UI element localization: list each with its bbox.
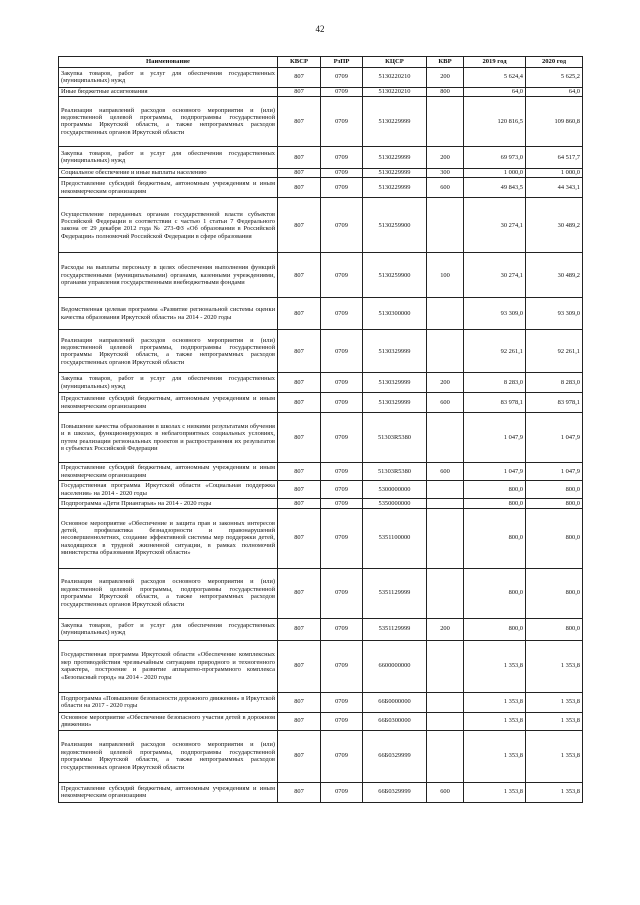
cell-kvsr: 807 (278, 508, 321, 568)
cell-2020: 1 353,8 (526, 782, 583, 802)
cell-kvsr: 807 (278, 481, 321, 499)
cell-kvr (427, 730, 464, 782)
cell-kvr: 600 (427, 178, 464, 198)
cell-rzpr: 0709 (321, 568, 363, 618)
cell-kvsr: 807 (278, 87, 321, 96)
cell-name: Иные бюджетные ассигнования (59, 87, 278, 96)
cell-2019: 1 047,9 (464, 413, 526, 463)
cell-kcsr: 5351129999 (363, 568, 427, 618)
cell-kvr (427, 96, 464, 146)
col-header-2019: 2019 год (464, 57, 526, 68)
cell-2019: 69 973,0 (464, 146, 526, 168)
col-header-rzpr: РзПР (321, 57, 363, 68)
cell-rzpr: 0709 (321, 413, 363, 463)
cell-2020: 1 047,9 (526, 463, 583, 481)
col-header-name: Наименование (59, 57, 278, 68)
cell-kvr: 200 (427, 146, 464, 168)
cell-rzpr: 0709 (321, 178, 363, 198)
cell-kvsr: 807 (278, 178, 321, 198)
cell-2020: 83 978,1 (526, 393, 583, 413)
table-row (59, 481, 583, 499)
cell-rzpr: 0709 (321, 67, 363, 87)
table-row (59, 67, 583, 87)
cell-2019: 30 274,1 (464, 198, 526, 253)
cell-kcsr: 5130229999 (363, 168, 427, 177)
cell-kvsr: 807 (278, 393, 321, 413)
table-body (59, 67, 583, 802)
table-row (59, 198, 583, 253)
cell-2019: 5 624,4 (464, 67, 526, 87)
cell-kcsr: 5130220210 (363, 87, 427, 96)
cell-name: Повышение качества образования в школах с низкими результатами обучения и в школах, функционирующих в неблагоприятных социальных условиях, путем реализации региональных проектов и распространения их результатов в субъектах Российской Федерации (59, 413, 278, 463)
cell-kvsr: 807 (278, 253, 321, 298)
cell-name: Государственная программа Иркутской области «Социальная поддержка населения» на 2014 - 2020 годы (59, 481, 278, 499)
cell-kcsr: 66Б0329999 (363, 730, 427, 782)
cell-2019: 1 353,8 (464, 782, 526, 802)
cell-kvr (427, 499, 464, 508)
cell-kcsr: 51303R5380 (363, 413, 427, 463)
cell-rzpr: 0709 (321, 393, 363, 413)
page-number: 42 (315, 24, 325, 34)
cell-2019: 1 353,8 (464, 730, 526, 782)
cell-rzpr: 0709 (321, 168, 363, 177)
cell-2019: 800,0 (464, 508, 526, 568)
table-row (59, 393, 583, 413)
cell-name: Реализация направлений расходов основного мероприятия и (или) ведомственной целевой программы, подпрограммы государственной программы Иркутской области, а также непрограммных расходов государственных органов Иркутской области (59, 330, 278, 373)
cell-2020: 64,0 (526, 87, 583, 96)
cell-2020: 44 343,1 (526, 178, 583, 198)
cell-rzpr: 0709 (321, 330, 363, 373)
cell-name: Осуществление переданных органам государственной власти субъектов Российской Федерации в соответствии с частью 1 статьи 7 Федерального закона от 29 декабря 2012 года № 273-ФЗ «Об образовании в Российской Федерации» полномочий Российской Федерации в сфере образования (59, 198, 278, 253)
table-row (59, 298, 583, 330)
cell-name: Предоставление субсидий бюджетным, автономным учреждениям и иным некоммерческим организациям (59, 178, 278, 198)
cell-kvr: 800 (427, 87, 464, 96)
cell-kcsr: 51303R5380 (363, 463, 427, 481)
cell-2020: 1 353,8 (526, 692, 583, 712)
cell-2019: 1 353,8 (464, 640, 526, 692)
cell-2020: 800,0 (526, 499, 583, 508)
cell-kvr: 100 (427, 253, 464, 298)
cell-rzpr: 0709 (321, 618, 363, 640)
cell-2019: 64,0 (464, 87, 526, 96)
cell-2020: 109 860,8 (526, 96, 583, 146)
cell-kvsr: 807 (278, 499, 321, 508)
cell-kvsr: 807 (278, 67, 321, 87)
table-row (59, 253, 583, 298)
cell-kvsr: 807 (278, 373, 321, 393)
cell-2019: 49 843,5 (464, 178, 526, 198)
cell-kcsr: 6600000000 (363, 640, 427, 692)
table-header-row (59, 57, 583, 68)
table-row (59, 499, 583, 508)
col-header-kcsr: КЦСР (363, 57, 427, 68)
cell-kcsr: 5130229999 (363, 178, 427, 198)
cell-2019: 800,0 (464, 568, 526, 618)
cell-2020: 1 353,8 (526, 712, 583, 730)
table-row (59, 178, 583, 198)
cell-kvr (427, 481, 464, 499)
col-header-kvsr: КВСР (278, 57, 321, 68)
cell-name: Реализация направлений расходов основного мероприятия и (или) ведомственной целевой программы, подпрограммы государственной программы Иркутской области, а также непрограммных расходов государственных органов Иркутской области (59, 730, 278, 782)
table-row (59, 640, 583, 692)
table-row (59, 463, 583, 481)
cell-kvsr: 807 (278, 198, 321, 253)
cell-2019: 93 309,0 (464, 298, 526, 330)
cell-2020: 92 261,1 (526, 330, 583, 373)
table-row (59, 96, 583, 146)
cell-kcsr: 5130229999 (363, 96, 427, 146)
table-row (59, 618, 583, 640)
cell-2020: 5 625,2 (526, 67, 583, 87)
cell-name: Закупка товаров, работ и услуг для обеспечения государственных (муниципальных) нужд (59, 146, 278, 168)
cell-kvr (427, 692, 464, 712)
cell-name: Предоставление субсидий бюджетным, автономным учреждениям и иным некоммерческим организациям (59, 393, 278, 413)
cell-2020: 30 489,2 (526, 253, 583, 298)
cell-kvr: 200 (427, 618, 464, 640)
cell-rzpr: 0709 (321, 463, 363, 481)
cell-name: Реализация направлений расходов основного мероприятия и (или) ведомственной целевой программы, подпрограммы государственной программы Иркутской области, а также непрограммных расходов государственных органов Иркутской области (59, 568, 278, 618)
cell-kvr (427, 413, 464, 463)
cell-kvr: 300 (427, 168, 464, 177)
cell-2020: 93 309,0 (526, 298, 583, 330)
cell-2019: 1 353,8 (464, 692, 526, 712)
cell-name: Социальное обеспечение и иные выплаты населению (59, 168, 278, 177)
cell-2019: 1 000,0 (464, 168, 526, 177)
cell-2019: 800,0 (464, 481, 526, 499)
col-header-kvr: КВР (427, 57, 464, 68)
cell-kvr (427, 298, 464, 330)
table-row (59, 692, 583, 712)
cell-name: Основное мероприятие «Обеспечение безопасного участия детей в дорожном движении» (59, 712, 278, 730)
cell-kvr (427, 508, 464, 568)
cell-2020: 1 353,8 (526, 730, 583, 782)
cell-kvsr: 807 (278, 712, 321, 730)
col-header-2020: 2020 год (526, 57, 583, 68)
cell-name: Закупка товаров, работ и услуг для обеспечения государственных (муниципальных) нужд (59, 373, 278, 393)
table-row (59, 782, 583, 802)
cell-kcsr: 5130259900 (363, 253, 427, 298)
cell-kvsr: 807 (278, 146, 321, 168)
cell-kvsr: 807 (278, 330, 321, 373)
cell-2020: 1 047,9 (526, 413, 583, 463)
cell-kcsr: 5130300000 (363, 298, 427, 330)
cell-kcsr: 5350000000 (363, 499, 427, 508)
cell-name: Закупка товаров, работ и услуг для обеспечения государственных (муниципальных) нужд (59, 67, 278, 87)
cell-rzpr: 0709 (321, 481, 363, 499)
cell-kvr: 600 (427, 463, 464, 481)
cell-rzpr: 0709 (321, 782, 363, 802)
cell-2019: 1 047,9 (464, 463, 526, 481)
cell-2020: 1 000,0 (526, 168, 583, 177)
cell-kcsr: 5130229999 (363, 146, 427, 168)
cell-name: Подпрограмма «Дети Приангарья» на 2014 - 2020 годы (59, 499, 278, 508)
cell-rzpr: 0709 (321, 253, 363, 298)
cell-kcsr: 5130329999 (363, 393, 427, 413)
cell-kvsr: 807 (278, 692, 321, 712)
cell-rzpr: 0709 (321, 96, 363, 146)
cell-name: Закупка товаров, работ и услуг для обеспечения государственных (муниципальных) нужд (59, 618, 278, 640)
cell-2019: 800,0 (464, 499, 526, 508)
cell-rzpr: 0709 (321, 692, 363, 712)
cell-rzpr: 0709 (321, 712, 363, 730)
table-row (59, 87, 583, 96)
cell-rzpr: 0709 (321, 499, 363, 508)
table-row (59, 568, 583, 618)
cell-kvsr: 807 (278, 298, 321, 330)
cell-2020: 800,0 (526, 618, 583, 640)
cell-kvr (427, 640, 464, 692)
cell-name: Реализация направлений расходов основного мероприятия и (или) ведомственной целевой программы, подпрограммы государственной программы Иркутской области, а также непрограммных расходов государственных органов Иркутской области (59, 96, 278, 146)
cell-2020: 8 283,0 (526, 373, 583, 393)
table-row (59, 146, 583, 168)
table-row (59, 712, 583, 730)
cell-kvr (427, 198, 464, 253)
cell-2019: 120 816,5 (464, 96, 526, 146)
cell-kvr: 600 (427, 393, 464, 413)
cell-kvsr: 807 (278, 413, 321, 463)
cell-name: Государственная программа Иркутской области «Обеспечение комплексных мер противодействия чрезвычайным ситуациям природного и техногенного характера, построение и развитие аппаратно-программного комплекса «Безопасный город» на 2014 - 2020 годы (59, 640, 278, 692)
cell-2019: 8 283,0 (464, 373, 526, 393)
cell-kvsr: 807 (278, 568, 321, 618)
budget-table (58, 56, 583, 803)
table-row (59, 330, 583, 373)
cell-kvsr: 807 (278, 168, 321, 177)
cell-name: Предоставление субсидий бюджетным, автономным учреждениям и иным некоммерческим организациям (59, 782, 278, 802)
cell-kvsr: 807 (278, 640, 321, 692)
cell-kcsr: 5130220210 (363, 67, 427, 87)
cell-rzpr: 0709 (321, 298, 363, 330)
cell-kcsr: 5351100000 (363, 508, 427, 568)
cell-kvr: 600 (427, 782, 464, 802)
cell-2019: 30 274,1 (464, 253, 526, 298)
table-row (59, 730, 583, 782)
cell-rzpr: 0709 (321, 198, 363, 253)
cell-2020: 800,0 (526, 508, 583, 568)
table-row (59, 168, 583, 177)
cell-2020: 30 489,2 (526, 198, 583, 253)
cell-kvsr: 807 (278, 96, 321, 146)
cell-kvsr: 807 (278, 463, 321, 481)
table-row (59, 413, 583, 463)
cell-kcsr: 66Б0329999 (363, 782, 427, 802)
cell-name: Ведомственная целевая программа «Развитие региональной системы оценки качества образования Иркутской области» на 2014 - 2020 годы (59, 298, 278, 330)
cell-kvr: 200 (427, 373, 464, 393)
table-row (59, 373, 583, 393)
cell-rzpr: 0709 (321, 373, 363, 393)
cell-2019: 92 261,1 (464, 330, 526, 373)
cell-2019: 800,0 (464, 618, 526, 640)
cell-kvsr: 807 (278, 618, 321, 640)
cell-name: Основное мероприятие «Обеспечение и защита прав и законных интересов детей, профилактика безнадзорности и правонарушений несовершеннолетних, создание эффективной системы мер поддержки детей, находящихся в трудной жизненной ситуации, в рамках полномочий министерства образования Иркутской области» (59, 508, 278, 568)
table-row (59, 508, 583, 568)
cell-kcsr: 66Б0000000 (363, 692, 427, 712)
cell-kvr (427, 568, 464, 618)
cell-kvsr: 807 (278, 730, 321, 782)
cell-kvr: 200 (427, 67, 464, 87)
cell-2020: 1 353,8 (526, 640, 583, 692)
cell-rzpr: 0709 (321, 146, 363, 168)
cell-kvr (427, 330, 464, 373)
cell-2019: 1 353,8 (464, 712, 526, 730)
cell-kvsr: 807 (278, 782, 321, 802)
cell-kcsr: 5351129999 (363, 618, 427, 640)
cell-rzpr: 0709 (321, 87, 363, 96)
cell-2020: 800,0 (526, 568, 583, 618)
cell-name: Подпрограмма «Повышение безопасности дорожного движения» в Иркутской области на 2017 - 2020 годы (59, 692, 278, 712)
cell-2020: 64 517,7 (526, 146, 583, 168)
cell-name: Расходы на выплаты персоналу в целях обеспечения выполнения функций государственными (муниципальными) органами, казенными учреждениями, органами управления государственными внебюджетными фондами (59, 253, 278, 298)
cell-2019: 83 978,1 (464, 393, 526, 413)
cell-rzpr: 0709 (321, 730, 363, 782)
cell-kcsr: 5130329999 (363, 330, 427, 373)
cell-kvr (427, 712, 464, 730)
cell-kcsr: 66Б0300000 (363, 712, 427, 730)
cell-rzpr: 0709 (321, 508, 363, 568)
cell-kcsr: 5130259900 (363, 198, 427, 253)
cell-kcsr: 5300000000 (363, 481, 427, 499)
cell-2020: 800,0 (526, 481, 583, 499)
cell-name: Предоставление субсидий бюджетным, автономным учреждениям и иным некоммерческим организациям (59, 463, 278, 481)
cell-rzpr: 0709 (321, 640, 363, 692)
cell-kcsr: 5130329999 (363, 373, 427, 393)
